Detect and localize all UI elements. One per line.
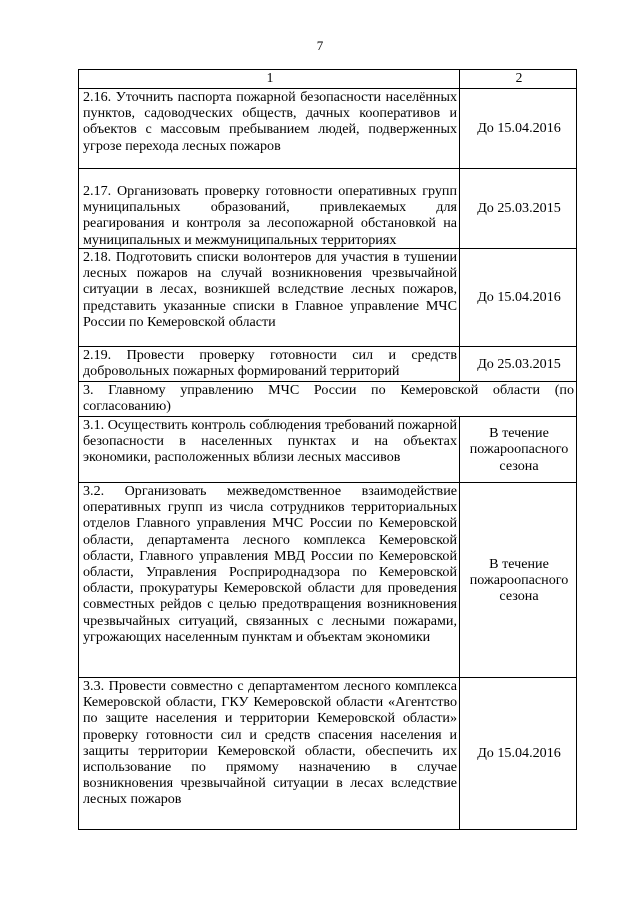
table-row	[79, 678, 577, 830]
table-row	[79, 483, 577, 678]
task-2-17-text: 2.17. Организовать проверку готовности оперативных групп муниципальных образований, привлекаемых для реагирования и контроля за лесопожарной обстановкой на муниципальных и межмуниципальных территориях	[79, 169, 460, 249]
term-line: В течение	[489, 555, 549, 572]
task-2-17-term: До 25.03.2015	[460, 169, 577, 249]
task-3-1-term	[460, 417, 577, 483]
measures-table	[78, 69, 577, 830]
task-2-16-text: 2.16. Уточнить паспорта пожарной безопасности населённых пунктов, садоводческих обществ, дачных кооперативов и объектов с массовым пребыванием людей, подверженных угрозе перехода лесных пожаров	[79, 89, 460, 169]
task-2-19-text: 2.19. Провести проверку готовности сил и средств добровольных пожарных формирований территорий	[79, 347, 460, 382]
term-line: пожароопасного	[469, 571, 569, 588]
section-3-heading: 3. Главному управлению МЧС России по Кемеровской области (по согласованию)	[79, 382, 577, 417]
task-2-18-term: До 15.04.2016	[460, 249, 577, 347]
task-2-16-term: До 15.04.2016	[460, 89, 577, 169]
table-row	[79, 382, 577, 417]
table-row	[79, 347, 577, 382]
term-line: сезона	[499, 588, 539, 605]
table-row	[79, 417, 577, 483]
page-number: 7	[316, 38, 324, 53]
task-3-2-text: 3.2. Организовать межведомственное взаимодействие оперативных групп из числа сотрудников территориальных отделов Главного управления МЧС России по Кемеровской области, департамента лесного комплекса Кемеровской области, Главного управления МВД России по Кемеровской области, Управления Росприроднадзора по Кемеровской области, прокуратуры Кемеровской области для проведения совместных рейдов с целью предотвращения возникновения чрезвычайных ситуаций, связанных с лесными пожарами, угрожающих населенным пунктам и объектам экономики	[79, 483, 460, 678]
task-3-1-text: 3.1. Осуществить контроль соблюдения требований пожарной безопасности в населенных пунктах и на объектах экономики, расположенных вблизи лесных массивов	[79, 417, 460, 483]
table-row	[79, 249, 577, 347]
task-2-19-term: До 25.03.2015	[460, 347, 577, 382]
task-2-18-text: 2.18. Подготовить списки волонтеров для участия в тушении лесных пожаров на случай возникновения чрезвычайной ситуации в лесах, возникшей вследствие лесных пожаров, представить указанные списки в Главное управление МЧС России по Кемеровской области	[79, 249, 460, 347]
column-header-2: 2	[460, 70, 577, 89]
term-line: пожароопасного	[469, 441, 569, 458]
table-row	[79, 169, 577, 249]
column-header-1: 1	[79, 70, 460, 89]
task-3-3-term: До 15.04.2016	[460, 678, 577, 830]
task-3-3-text: 3.3. Провести совместно с департаментом лесного комплекса Кемеровской области, ГКУ Кемеровской области «Агентство по защите населения и территории Кемеровской области» проверку готовности сил и средств спасения населения и защиты территории Кемеровской области, обеспечить их использование по прямому назначению в случае возникновения чрезвычайной ситуации в лесах вследствие лесных пожаров	[79, 678, 460, 830]
term-line: сезона	[499, 457, 539, 474]
term-line: В течение	[489, 425, 549, 442]
table-row	[79, 89, 577, 169]
task-3-2-term	[460, 483, 577, 678]
table-header-row	[79, 70, 577, 89]
